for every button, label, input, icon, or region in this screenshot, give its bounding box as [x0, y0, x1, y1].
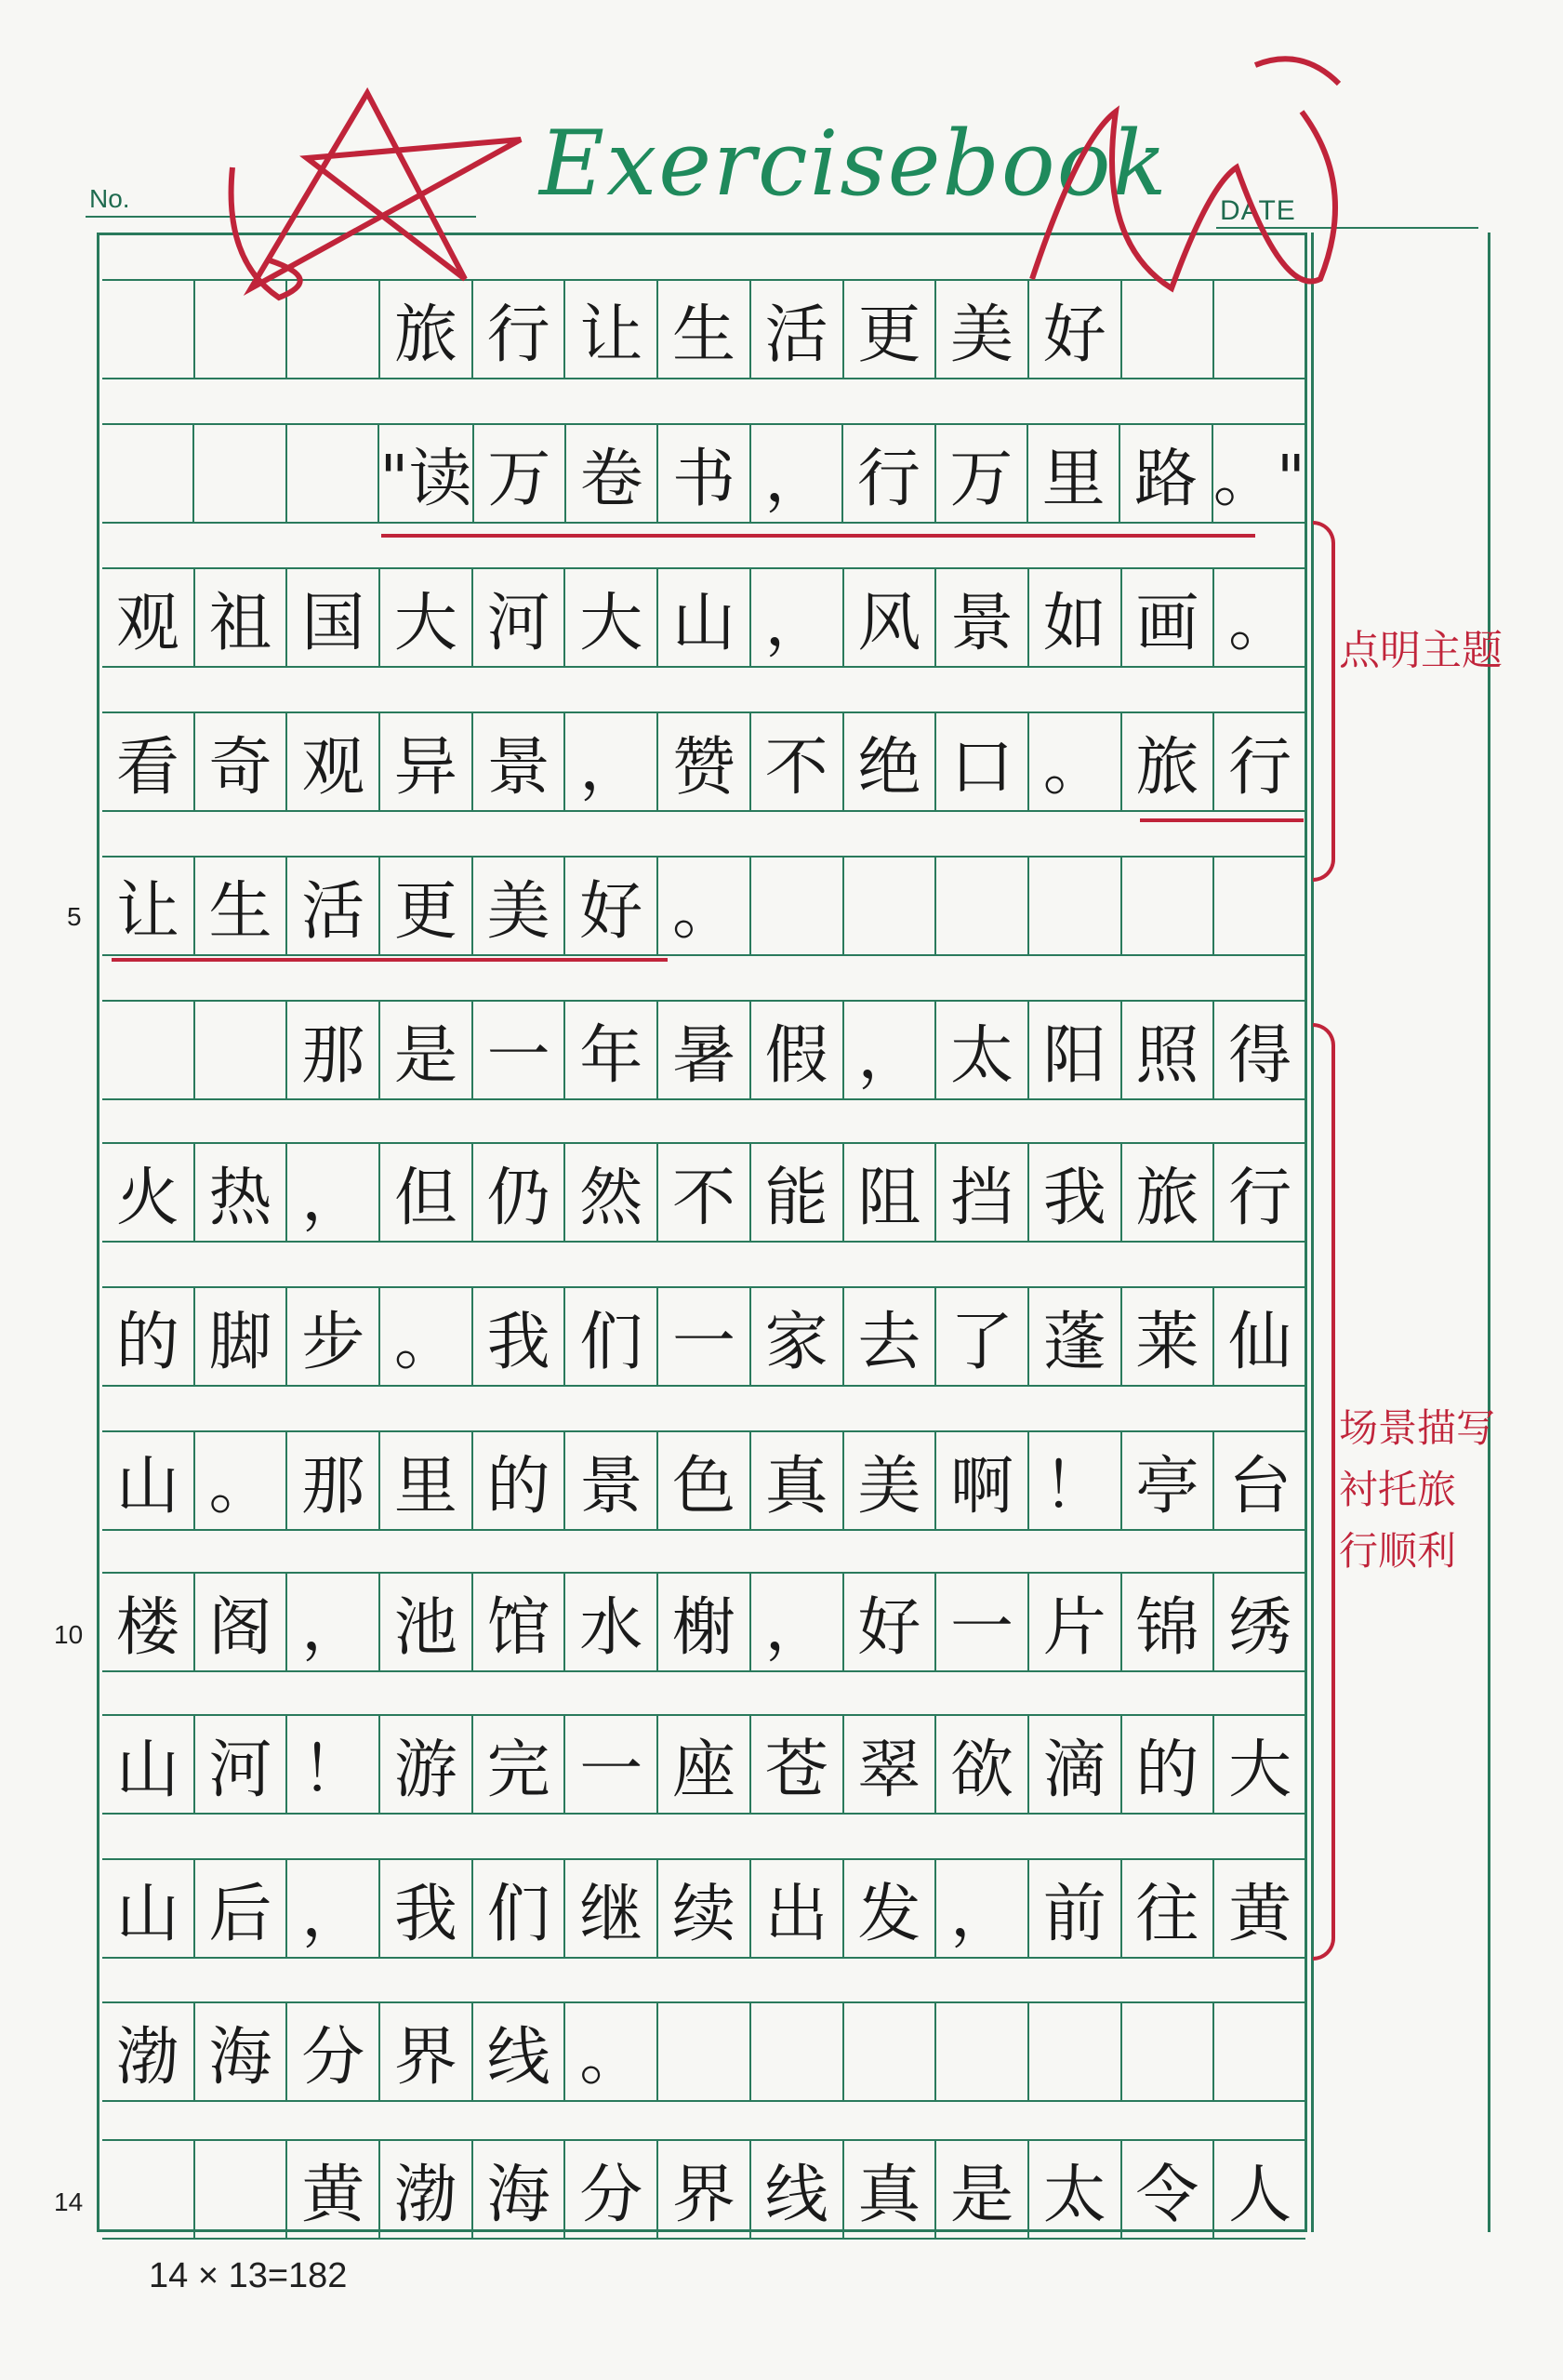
grid-cell: 亭: [1120, 1432, 1213, 1529]
grid-cell: 线: [471, 2003, 564, 2100]
grid-cell: 片: [1027, 1574, 1120, 1670]
grid-cell: 人: [1212, 2141, 1305, 2238]
grid-cell: 万: [934, 425, 1027, 522]
grid-cell: 步: [285, 1288, 378, 1385]
grid-cell: 挡: [934, 1144, 1027, 1241]
grid-cell: 山: [115, 1449, 179, 1523]
grid-cell: 令: [1120, 2141, 1213, 2238]
annotation-scene-line1: 场景描写: [1339, 1405, 1496, 1451]
grid-cell: 山: [115, 1733, 179, 1807]
grid-cell: 那: [285, 1432, 378, 1529]
grid-cell: 黄: [1212, 1860, 1305, 1957]
grid-cell: 国: [285, 569, 378, 666]
grid-cell: 河: [193, 1716, 286, 1813]
grid-cell: 照: [1120, 1002, 1213, 1098]
grid-cell: 河: [471, 569, 564, 666]
grid-cell: 如: [1027, 569, 1120, 666]
grid-cell: 观: [115, 586, 179, 660]
grid-cell: 那: [285, 1002, 378, 1098]
grid-cell: 万: [472, 425, 564, 522]
grid-cell: 看: [115, 730, 179, 804]
grid-cell: ，: [749, 425, 841, 522]
grid-cell: 热: [193, 1144, 286, 1241]
grid-cell: 出: [749, 1860, 842, 1957]
grid-cell: 山: [656, 569, 749, 666]
grid-cell: ，: [934, 1860, 1027, 1957]
grid-cell: 大: [563, 569, 656, 666]
number-label: No.: [89, 184, 130, 213]
annotation-scene-line2: 衬托旅: [1339, 1467, 1457, 1512]
grid-cell: 阻: [842, 1144, 935, 1241]
grid-cell: 书: [656, 425, 748, 522]
grid-cell: 是: [378, 1002, 471, 1098]
grid-cell: 真: [842, 2141, 935, 2238]
grid-cell: 台: [1212, 1432, 1305, 1529]
grid-cell: 往: [1120, 1860, 1213, 1957]
grid-cell: 景: [563, 1432, 656, 1529]
grid-cell: ！: [285, 1716, 378, 1813]
grid-cell: 大: [378, 569, 471, 666]
grid-cell: ，: [842, 1002, 935, 1098]
grid-cell: 我: [471, 1288, 564, 1385]
grid-cell: 山: [115, 1877, 179, 1951]
grid-cell: 我: [378, 1860, 471, 1957]
grid-cell: 假: [749, 1002, 842, 1098]
grid-cell: 大: [1212, 1716, 1305, 1813]
grid-cell: 祖: [193, 569, 286, 666]
grid-cell: 美: [934, 281, 1027, 378]
grid-cell: 水: [563, 1574, 656, 1670]
grid-cell: 一: [934, 1574, 1027, 1670]
grid-cell: 啊: [934, 1432, 1027, 1529]
grid-cell: ，: [285, 1144, 378, 1241]
grid-cell: 后: [193, 1860, 286, 1957]
grid-cell: 里: [378, 1432, 471, 1529]
grid-cell: 们: [471, 1860, 564, 1957]
grid-cell: 活: [285, 858, 378, 954]
grid-cell: 景: [471, 713, 564, 810]
grid-cell: 不: [749, 713, 842, 810]
grid-cell: 。: [378, 1288, 471, 1385]
grid-cell: 不: [656, 1144, 749, 1241]
grid-cell: 锦: [1120, 1574, 1213, 1670]
grid-cell: 观: [285, 713, 378, 810]
grid-cell: 发: [842, 1860, 935, 1957]
grid-cell: 阁: [193, 1574, 286, 1670]
grid-cell: 真: [749, 1432, 842, 1529]
grid-cell: 火: [115, 1161, 179, 1235]
grid-cell: ，: [749, 569, 842, 666]
grid-cell: 。": [1212, 425, 1305, 522]
line-number-10: 10: [54, 1620, 84, 1649]
grid-cell: ！: [1027, 1432, 1120, 1529]
date-label: DATE: [1220, 195, 1296, 226]
grid-cell: 蓬: [1027, 1288, 1120, 1385]
grid-cell: 一: [563, 1716, 656, 1813]
grid-cell: 苍: [749, 1716, 842, 1813]
grid-cell: ，: [285, 1574, 378, 1670]
grid-cell: 黄: [285, 2141, 378, 2238]
grid-cell: 赞: [656, 713, 749, 810]
grid-cell: 莱: [1120, 1288, 1213, 1385]
grid-cell: 太: [1027, 2141, 1120, 2238]
grid-cell: 的: [1120, 1716, 1213, 1813]
grid-cell: 生: [656, 281, 749, 378]
grid-cell: 续: [656, 1860, 749, 1957]
grid-cell: 好: [1027, 281, 1120, 378]
signature-scribble: [1032, 59, 1339, 288]
grid-cell: 翠: [842, 1716, 935, 1813]
grid-cell: 我: [1027, 1144, 1120, 1241]
grid-cell: 海: [471, 2141, 564, 2238]
grid-cell: 然: [563, 1144, 656, 1241]
grid-cell: 榭: [656, 1574, 749, 1670]
grid-cell: 年: [563, 1002, 656, 1098]
line-number-5: 5: [67, 902, 82, 931]
grid-cell: 分: [285, 2003, 378, 2100]
grid-cell: 池: [378, 1574, 471, 1670]
grid-cell: 行: [1212, 713, 1305, 810]
grid-cell: 美: [842, 1432, 935, 1529]
grid-cell: 滴: [1027, 1716, 1120, 1813]
grid-cell: 的: [115, 1305, 179, 1379]
grid-cell: 界: [378, 2003, 471, 2100]
grid-cell: 仍: [471, 1144, 564, 1241]
grid-cell: 奇: [193, 713, 286, 810]
grid-cell: 景: [934, 569, 1027, 666]
grid-cell: 能: [749, 1144, 842, 1241]
grid-cell: 游: [378, 1716, 471, 1813]
grid-cell: 太: [934, 1002, 1027, 1098]
grid-cell: 前: [1027, 1860, 1120, 1957]
grid-cell: 家: [749, 1288, 842, 1385]
grid-cell: 美: [471, 858, 564, 954]
grid-cell: 行: [1212, 1144, 1305, 1241]
grid-cell: 完: [471, 1716, 564, 1813]
grid-cell: 好: [563, 858, 656, 954]
grid-cell: 让: [563, 281, 656, 378]
grid-cell: 界: [656, 2141, 749, 2238]
grid-cell: 行: [841, 425, 934, 522]
grid-cell: 。: [656, 858, 749, 954]
grid-cell: 馆: [471, 1574, 564, 1670]
grid-cell: 色: [656, 1432, 749, 1529]
grid-cell: 的: [471, 1432, 564, 1529]
grid-cell: 。: [1027, 713, 1120, 810]
grid-cell: 渤: [378, 2141, 471, 2238]
grid-cell: 楼: [115, 1590, 179, 1665]
grid-cell: 是: [934, 2141, 1027, 2238]
grid-cell: 旅: [1120, 1144, 1213, 1241]
grid-cell: 让: [115, 874, 179, 949]
grid-cell: ，: [749, 1574, 842, 1670]
grid-cell: ，: [285, 1860, 378, 1957]
grid-cell: 里: [1027, 425, 1119, 522]
grid-cell: 卷: [564, 425, 656, 522]
grid-count-label: 14 × 13=182: [149, 2256, 348, 2295]
grid-cell: 们: [563, 1288, 656, 1385]
grid-cell: 继: [563, 1860, 656, 1957]
grid-cell: 脚: [193, 1288, 286, 1385]
grid-cell: 。: [193, 1432, 286, 1529]
grid-cell: 分: [563, 2141, 656, 2238]
grid-cell: 海: [193, 2003, 286, 2100]
grid-cell: 旅: [1120, 713, 1213, 810]
grid-cell: 一: [471, 1002, 564, 1098]
annotation-main-point: 点明主题: [1339, 627, 1503, 674]
grid-cell: 活: [749, 281, 842, 378]
grid-cell: 更: [842, 281, 935, 378]
grid-cell: 了: [934, 1288, 1027, 1385]
star-grade-mark: [232, 93, 521, 298]
grid-cell: 异: [378, 713, 471, 810]
grid-cell: 仙: [1212, 1288, 1305, 1385]
grid-cell: ，: [563, 713, 656, 810]
notebook-title: Exercisebook: [539, 112, 1169, 216]
grid-cell: 好: [842, 1574, 935, 1670]
grid-cell: 去: [842, 1288, 935, 1385]
grid-cell: 一: [656, 1288, 749, 1385]
grid-cell: 路: [1119, 425, 1211, 522]
line-number-14: 14: [54, 2187, 84, 2216]
grid-cell: 线: [749, 2141, 842, 2238]
grid-cell: 渤: [115, 2020, 179, 2094]
grid-cell: 。: [1212, 569, 1305, 666]
grid-cell: 得: [1212, 1002, 1305, 1098]
grid-cell: 旅: [378, 281, 471, 378]
grid-cell: 画: [1120, 569, 1213, 666]
grid-cell: 座: [656, 1716, 749, 1813]
grid-cell: 但: [378, 1144, 471, 1241]
annotation-scene-line3: 行顺利: [1339, 1528, 1457, 1574]
grid-cell: 绝: [842, 713, 935, 810]
grid-cell: 阳: [1027, 1002, 1120, 1098]
grid-cell: 。: [563, 2003, 656, 2100]
grid-cell: 暑: [656, 1002, 749, 1098]
grid-cell: 欲: [934, 1716, 1027, 1813]
grid-cell: 行: [471, 281, 564, 378]
grid-cell: 生: [193, 858, 286, 954]
grid-cell: 绣: [1212, 1574, 1305, 1670]
grid-cell: 口: [934, 713, 1027, 810]
grid-cell: "读: [378, 425, 471, 522]
grid-cell: 风: [842, 569, 935, 666]
grid-cell: 更: [378, 858, 471, 954]
